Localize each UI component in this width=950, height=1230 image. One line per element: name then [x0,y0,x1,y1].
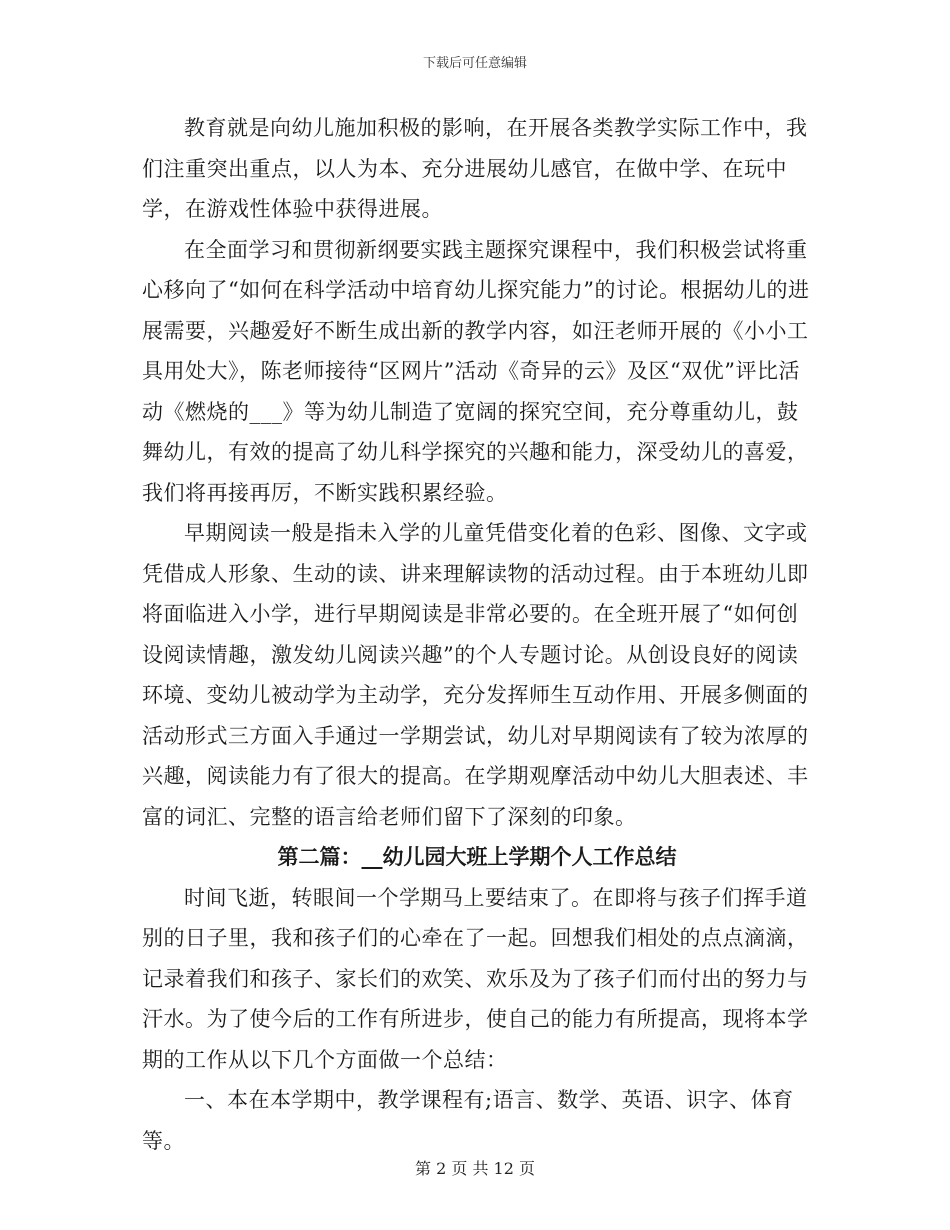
header-note: 下载后可任意编辑 [422,56,527,71]
paragraph: 在全面学习和贯彻新纲要实践主题探究课程中，我们积极尝试将重心移向了“如何在科学活动中培育幼儿探究能力”的讨论。根据幼儿的进展需要，兴趣爱好不断生成出新的教学内容，如汪老师开展的《小小工具用处大》，陈老师接待“区网片”活动《奇异的云》及区“双优”评比活动《燃烧的___》等为幼儿制造了宽阔的探究空间，充分尊重幼儿，鼓舞幼儿，有效的提高了幼儿科学探究的兴趣和能力，深受幼儿的喜爱，我们将再接再厉，不断实践积累经验。 [142,237,810,505]
page-number: 第 2 页 共 12 页 [415,1159,535,1178]
paragraph: 早期阅读一般是指未入学的儿童凭借变化着的色彩、图像、文字或凭借成人形象、生动的读、讲来理解读物的活动过程。由于本班幼儿即将面临进入小学，进行早期阅读是非常必要的。在全班开展了“如何创设阅读情趣，激发幼儿阅读兴趣”的个人专题讨论。从创设良好的阅读环境、变幼儿被动学为主动学，充分发挥师生互动作用、开展多侧面的活动形式三方面入手通过一学期尝试，幼儿对早期阅读有了较为浓厚的兴趣，阅读能力有了很大的提高。在学期观摩活动中幼儿大胆表述、丰富的词汇、完整的语言给老师们留下了深刻的印象。 [142,521,809,829]
paragraph: 时间飞逝，转眼间一个学期马上要结束了。在即将与孩子们挥手道别的日子里，我和孩子们的心牵在了一起。回想我们相处的点点滴滴，记录着我们和孩子、家长们的欢笑、欢乐及为了孩子们而付出的努力与汗水。为了使今后的工作有所进步，使自己的能力有所提高，现将本学期的工作从以下几个方面做一个总结： [142,885,809,1072]
section-heading: 第二篇：__幼儿园大班上学期个人工作总结 [277,845,677,869]
document-body [142,108,812,1161]
paragraph: 一、本在本学期中，教学课程有;语言、数学、英语、识字、体育等。 [142,1088,794,1153]
paragraph: 教育就是向幼儿施加积极的影响，在开展各类教学实际工作中，我们注重突出重点，以人为本、充分进展幼儿感官，在做中学、在玩中学，在游戏性体验中获得进展。 [142,116,808,221]
